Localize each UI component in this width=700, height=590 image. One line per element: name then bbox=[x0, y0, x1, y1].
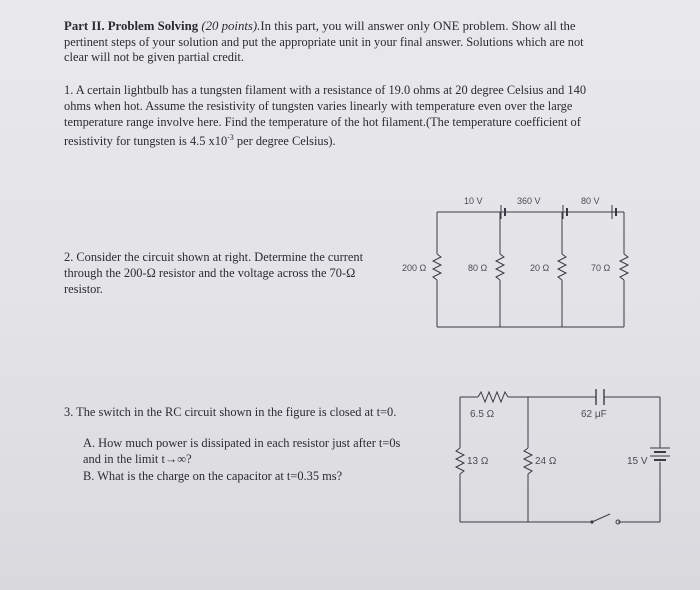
switch-arm bbox=[592, 514, 610, 522]
problem-1-line-2: ohms when hot. Assume the resistivity of tungsten varies linearly with temperature even over the large bbox=[64, 99, 573, 113]
r-80-label: 80 Ω bbox=[468, 263, 488, 273]
problem-1-line-4b: per degree Celsius). bbox=[233, 134, 336, 148]
r-6.5-label: 6.5 Ω bbox=[470, 409, 495, 420]
emf-15v-label: 15 V bbox=[627, 456, 648, 467]
resistor-24-symbol bbox=[524, 448, 532, 474]
r-13-label: 13 Ω bbox=[467, 456, 489, 467]
problem-2-line-1: 2. Consider the circuit shown at right. Determine the current bbox=[64, 250, 364, 264]
emf-360v-label: 360 V bbox=[517, 196, 541, 206]
cap-62uf-label: 62 μF bbox=[581, 409, 607, 420]
problem-1-line-1: 1. A certain lightbulb has a tungsten filament with a resistance of 19.0 ohms at 20 degree Celsius and 140 bbox=[64, 83, 587, 97]
problem-1-line-3: temperature range involve here. Find the temperature of the hot filament.(The temperature coefficient of bbox=[64, 115, 581, 129]
problem-2-line-2: through the 200-Ω resistor and the voltage across the 70-Ω bbox=[64, 266, 356, 280]
problem-3-part-a-2: and in the limit t→∞? bbox=[83, 452, 192, 466]
r-20-label: 20 Ω bbox=[530, 263, 550, 273]
exponent: -3 bbox=[227, 133, 234, 142]
part-heading: Part II. Problem Solving bbox=[64, 19, 199, 33]
problem-3-line-1: 3. The switch in the RC circuit shown in the figure is closed at t=0. bbox=[64, 405, 397, 419]
resistor-6.5-symbol bbox=[478, 392, 508, 402]
emf-80v-label: 80 V bbox=[581, 196, 600, 206]
points-label: (20 points). bbox=[201, 19, 261, 33]
problem-3-part-b: B. What is the charge on the capacitor at t=0.35 ms? bbox=[83, 469, 343, 483]
problem-3-part-a-1: A. How much power is dissipated in each resistor just after t=0s bbox=[83, 436, 401, 450]
resistor-13-symbol bbox=[456, 448, 464, 474]
instructions-text-1: In this part, you will answer only ONE problem. Show all the bbox=[260, 19, 576, 33]
r-24-label: 24 Ω bbox=[535, 456, 557, 467]
r-200-label: 200 Ω bbox=[402, 263, 427, 273]
capacitor-icon bbox=[596, 389, 604, 405]
problem-1-line-4a: resistivity for tungsten is 4.5 x10 bbox=[64, 134, 228, 148]
instructions-line-3: clear will not be given partial credit. bbox=[64, 50, 244, 64]
instructions-line-2: pertinent steps of your solution and put the appropriate unit in your final answer. Solutions which are not bbox=[64, 35, 584, 49]
r-70-label: 70 Ω bbox=[591, 263, 611, 273]
battery-icon bbox=[650, 448, 670, 460]
emf-10v-label: 10 V bbox=[464, 196, 483, 206]
switch-pivot bbox=[590, 520, 593, 523]
problem-2-line-3: resistor. bbox=[64, 282, 103, 296]
